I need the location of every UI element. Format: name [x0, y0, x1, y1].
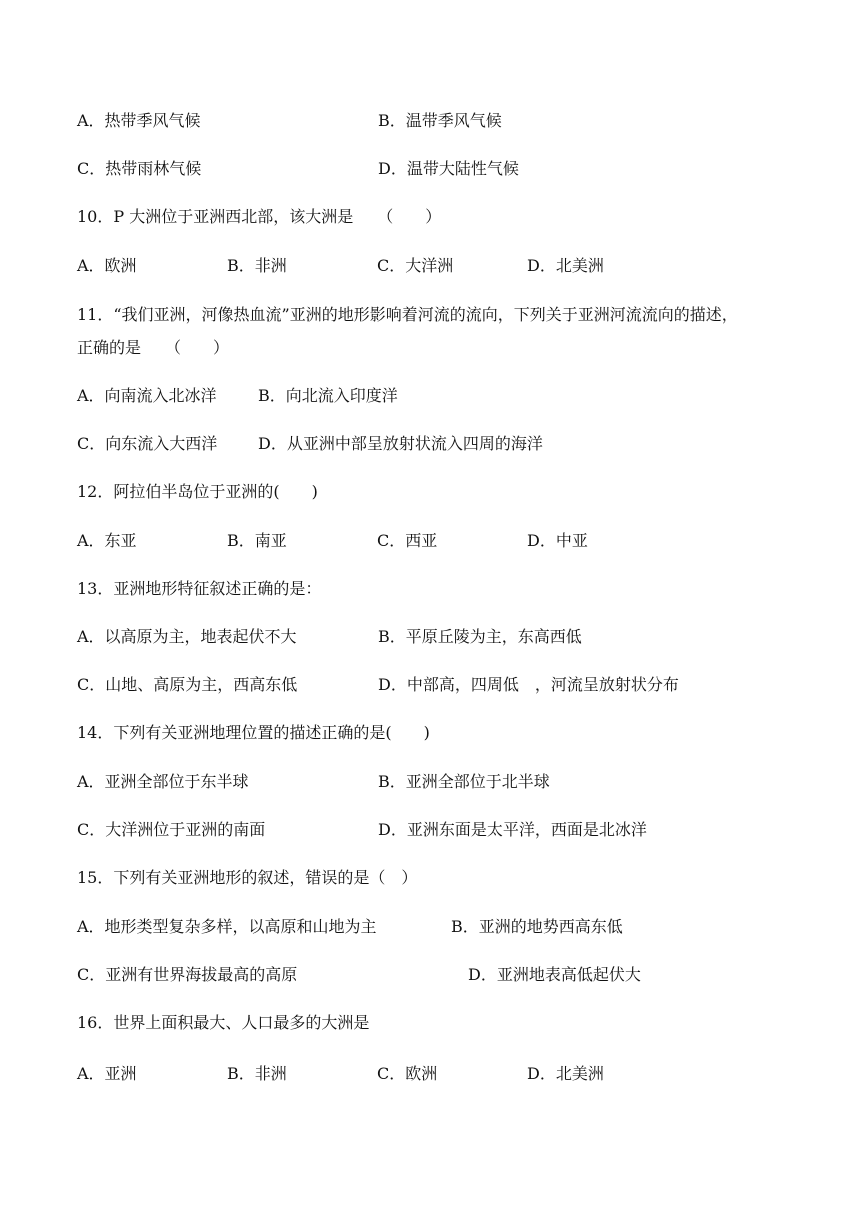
q14-option-c: C．大洋洲位于亚洲的南面: [77, 820, 266, 839]
q13-option-c: C．山地、高原为主，西高东低: [77, 675, 298, 694]
q13-option-b: B．平原丘陵为主，东高西低: [378, 627, 582, 646]
q10-option-d: D．北美洲: [527, 256, 604, 275]
q16-option-a: A．亚洲: [77, 1064, 137, 1083]
q10-option-a: A．欧洲: [77, 256, 137, 275]
q9-option-a: A．热带季风气候: [77, 111, 201, 130]
q14-option-b: B．亚洲全部位于北半球: [378, 772, 550, 791]
q14-option-d: D．亚洲东面是太平洋，西面是北冰洋: [378, 820, 647, 839]
q9-option-c: C．热带雨林气候: [77, 159, 202, 178]
q12-option-a: A．东亚: [77, 531, 137, 550]
q13-option-a: A．以高原为主，地表起伏不大: [77, 627, 297, 646]
q14-option-a: A．亚洲全部位于东半球: [77, 772, 249, 791]
q15-option-b: B．亚洲的地势西高东低: [451, 917, 623, 936]
q11-stem-line-2: 正确的是 （ ）: [77, 338, 230, 357]
q12-option-c: C．西亚: [377, 531, 438, 550]
q16-option-d: D．北美洲: [527, 1064, 604, 1083]
q13-option-d: D．中部高，四周低 ，河流呈放射状分布: [378, 675, 679, 694]
q16-option-c: C．欧洲: [377, 1064, 438, 1083]
q11-option-d: D．从亚洲中部呈放射状流入四周的海洋: [258, 434, 543, 453]
q10-option-b: B．非洲: [227, 256, 287, 275]
q12-stem: 12．阿拉伯半岛位于亚洲的( ): [77, 482, 318, 501]
q12-option-b: B．南亚: [227, 531, 287, 550]
q10-stem: 10．P 大洲位于亚洲西北部，该大洲是 （ ）: [77, 207, 442, 226]
q11-stem-line-1: 11．“我们亚洲，河像热血流”亚洲的地形影响着河流的流向，下列关于亚洲河流流向的描述，: [77, 305, 738, 324]
q15-stem: 15．下列有关亚洲地形的叙述，错误的是（ ）: [77, 868, 418, 887]
q9-option-d: D．温带大陆性气候: [378, 159, 519, 178]
q11-option-b: B．向北流入印度洋: [258, 386, 398, 405]
q9-option-b: B．温带季风气候: [378, 111, 502, 130]
q14-stem: 14．下列有关亚洲地理位置的描述正确的是( ): [77, 723, 430, 742]
q15-option-c: C．亚洲有世界海拔最高的高原: [77, 965, 298, 984]
q16-option-b: B．非洲: [227, 1064, 287, 1083]
q15-option-d: D．亚洲地表高低起伏大: [468, 965, 641, 984]
q15-option-a: A．地形类型复杂多样，以高原和山地为主: [77, 917, 377, 936]
q12-option-d: D．中亚: [527, 531, 588, 550]
q11-option-a: A．向南流入北冰洋: [77, 386, 217, 405]
q11-option-c: C．向东流入大西洋: [77, 434, 218, 453]
q16-stem: 16．世界上面积最大、人口最多的大洲是: [77, 1013, 370, 1032]
q10-option-c: C．大洋洲: [377, 256, 454, 275]
q13-stem: 13．亚洲地形特征叙述正确的是：: [77, 579, 322, 598]
